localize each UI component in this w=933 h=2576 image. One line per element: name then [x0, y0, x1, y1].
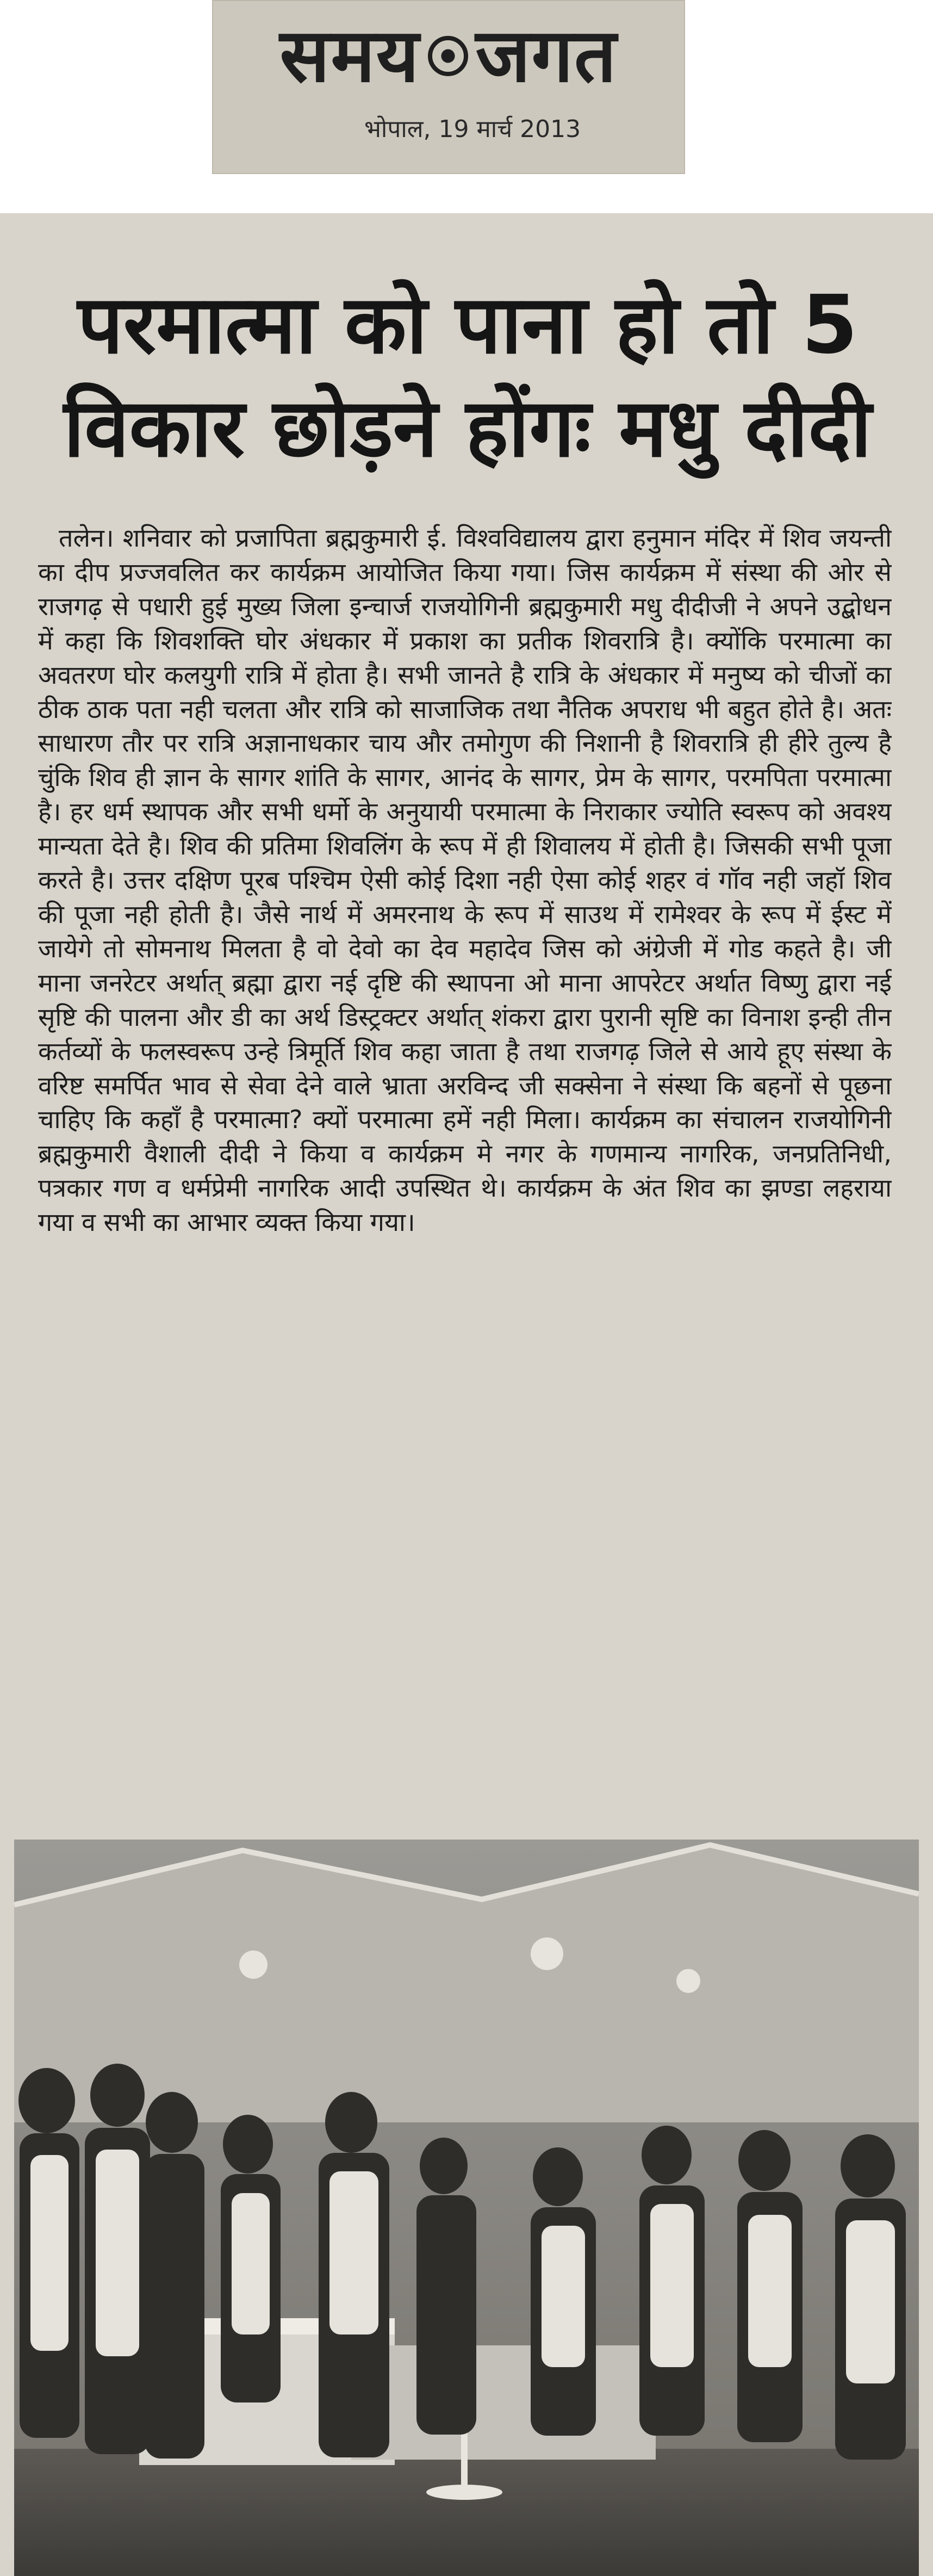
headline-line-1: परमात्मा को पाना हो तो 5: [77, 278, 858, 371]
newspaper-name: [228, 10, 669, 102]
headline: [38, 273, 897, 480]
dateline: भोपाल, 19 मार्च 2013: [364, 115, 581, 143]
article-body: [38, 521, 892, 1788]
newspaper-name-left: समय: [279, 13, 420, 99]
masthead-clipping: [212, 0, 685, 174]
article-paragraph: तलेन। शनिवार को प्रजापिता ब्रह्मकुमारी ई. विश्वविद्यालय द्वारा हनुमान मंदिर में शिव जयन्ती का दीप प्रज्जवलित कर कार्यक्रम आयोजित किया गया। जिस कार्यक्रम में संस्था की ओर से राजगढ़ से पधारी हुई मुख्य जिला इन्चार्ज राजयोगिनी ब्रह्मकुमारी मधु दीदीजी ने अपने उद्बोधन में कहा कि शिवशक्ति घोर अंधकार में प्रकाश का प्रतीक शिवरात्रि है। क्योंकि परमात्मा का अवतरण घोर कलयुगी रात्रि में होता है। सभी जानते है रात्रि के अंधकार में मनुष्य को चीजों का ठीक ठाक पता नही चलता और रात्रि को साजाजिक तथा नैतिक अपराध भी बहुत होते है। अतः साधारण तौर पर रात्रि अज्ञानाधकार चाय और तमोगुण की निशानी है शिवरात्रि ही हीरे तुल्य है चुंकि शिव ही ज्ञान के सागर शांति के सागर, आनंद के सागर, प्रेम के सागर, परमपिता परमात्मा है। हर धर्म स्थापक और सभी धर्मो के अनुयायी परमात्मा के निराकार ज्योति स्वरूप को अवश्य मान्यता देते है। शिव की प्रतिमा शिवलिंग के रूप में ही शिवालय में होती है। जिसकी सभी पूजा करते है। उत्तर दक्षिण पूरब पश्चिम ऐसी कोई दिशा नही ऐसा कोई शहर वं गॉव नही जहॉ शिव की पूजा नही होती है। जैसे नार्थ में अमरनाथ के रूप में साउथ में रामेश्वर के रूप में ईस्ट में जायेगे तो सोमनाथ मिलता है वो देवो का देव महादेव जिस को अंग्रेजी में गोड कहते है। जी माना जनरेटर अर्थात् ब्रह्मा द्वारा नई दृष्टि की स्थापना ओ माना आपरेटर अर्थात विष्णु द्वारा नई सृष्टि की पालना और डी का अर्थ डिस्ट्रक्टर अर्थात् शंकरा द्वारा पुरानी सृष्टि का विनाश इन्ही तीन कर्तव्यों के फलस्वरूप उन्हे त्रिमूर्ति शिव कहा जाता है तथा राजगढ़ जिले से आये हूए संस्था के वरिष्ट समर्पित भाव से सेवा देने वाले भ्राता अरविन्द जी सक्सेना ने संस्था कि बहनों से पूछना चाहिए कि कहाँ है परमात्मा? क्यों परमात्मा हमें नही मिला। कार्यक्रम का संचालन राजयोगिनी ब्रह्मकुमारी वैशाली दीदी ने किया व कार्यक्रम मे नगर के गणमान्य नागरिक, जनप्रतिनिधी, पत्रकार गण व धर्मप्रेमी नागरिक आदी उपस्थित थे। कार्यक्रम के अंत शिव का झण्डा लहराया गया व सभी का आभार व्यक्त किया गया।: [38, 523, 892, 1237]
article-clipping: [0, 213, 933, 2576]
headline-line-2: विकार छोड़ने होंगः मधु दीदी: [63, 381, 872, 475]
event-photo: [14, 1840, 919, 2576]
newspaper-name-right: जगत: [475, 13, 618, 99]
circle-emblem-icon: [428, 36, 468, 76]
